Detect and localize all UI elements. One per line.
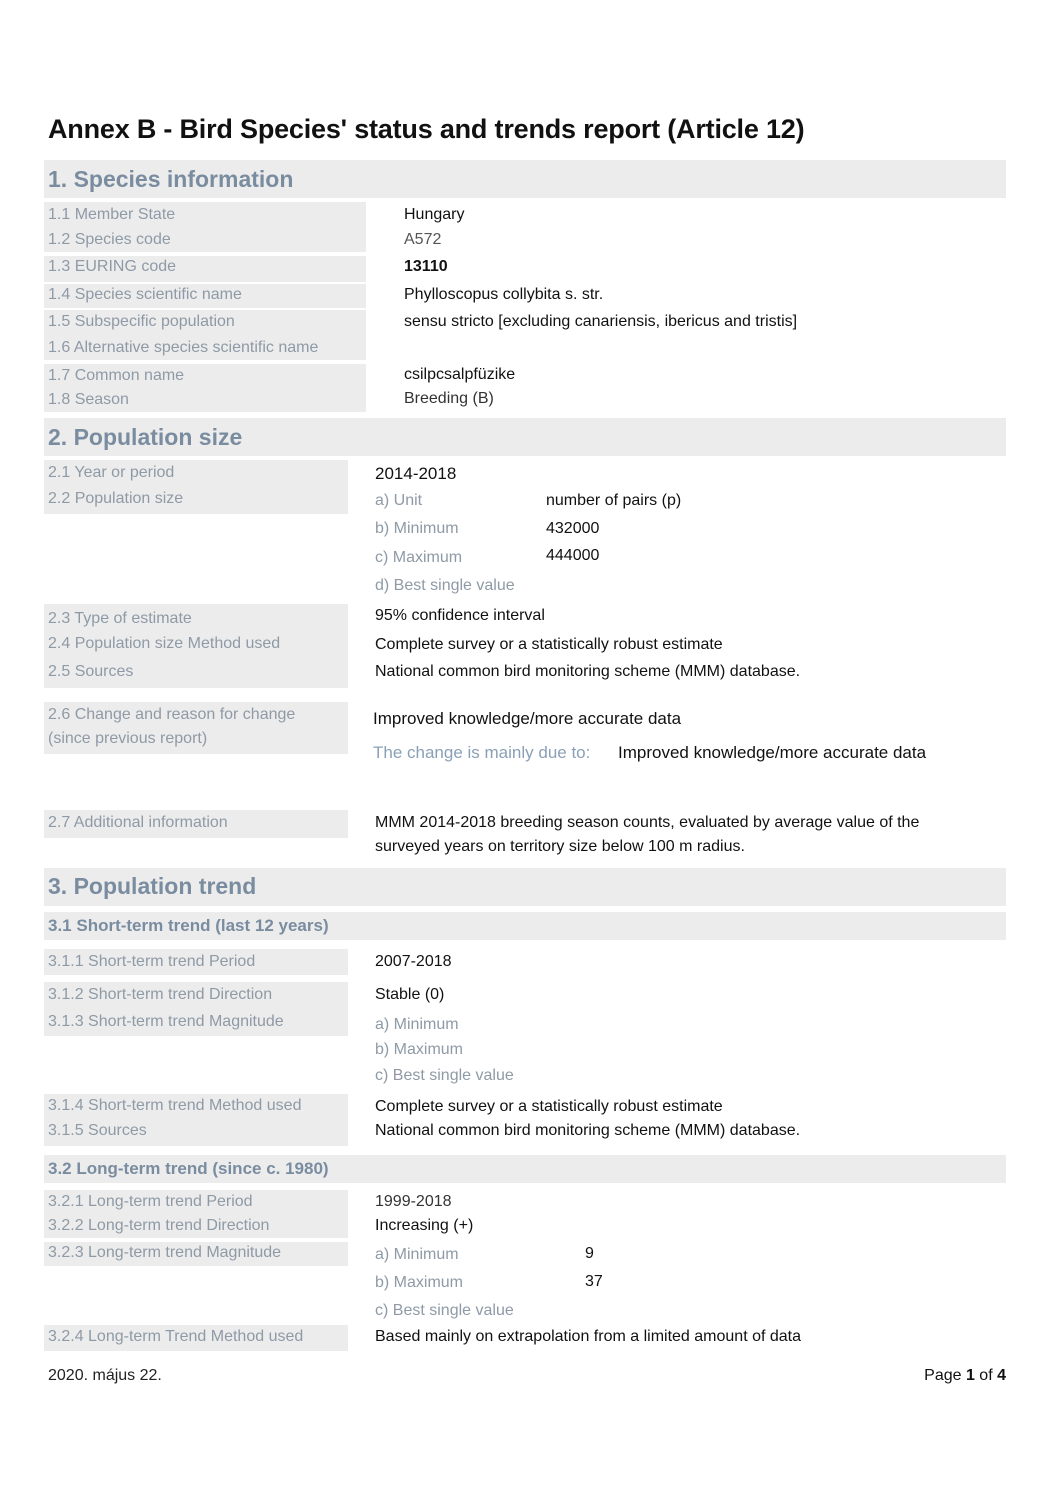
member-state-value: Hungary [404, 206, 465, 223]
short-magnitude-label: 3.1.3 Short-term trend Magnitude [48, 1013, 284, 1030]
long-term-heading: 3.2 Long-term trend (since c. 1980) [48, 1159, 329, 1178]
unit-value: number of pairs (p) [546, 492, 682, 509]
short-sources-value: National common bird monitoring scheme (MMM) database. [375, 1122, 801, 1139]
subspecific-population-value: sensu stricto [excluding canariensis, ibericus and tristis] [404, 313, 798, 330]
scientific-name-label: 1.4 Species scientific name [48, 286, 242, 303]
short-term-heading: 3.1 Short-term trend (last 12 years) [48, 916, 329, 935]
population-sources-label: 2.5 Sources [48, 663, 134, 680]
short-min-label: a) Minimum [375, 1016, 459, 1033]
long-period-value: 1999-2018 [375, 1193, 452, 1210]
long-method-label: 3.2.4 Long-term Trend Method used [48, 1328, 304, 1345]
type-of-estimate-value: 95% confidence interval [375, 607, 545, 624]
short-max-label: b) Maximum [375, 1041, 464, 1058]
long-method-value: Based mainly on extrapolation from a limited amount of data [375, 1328, 802, 1345]
unit-label: a) Unit [375, 492, 423, 509]
change-reason-label-line1: 2.6 Change and reason for change [48, 706, 296, 723]
short-direction-value: Stable (0) [375, 986, 445, 1003]
population-max-label: c) Maximum [375, 549, 463, 566]
population-min-label: b) Minimum [375, 520, 459, 537]
change-reason-label-line2: (since previous report) [48, 730, 208, 747]
page-total: 4 [997, 1367, 1006, 1384]
document-title: Annex B - Bird Species' status and trends report (Article 12) [48, 114, 805, 144]
common-name-value: csilpcsalpfüzike [404, 366, 516, 383]
season-value: Breeding (B) [404, 390, 494, 407]
long-magnitude-label: 3.2.3 Long-term trend Magnitude [48, 1244, 282, 1261]
type-of-estimate-label: 2.3 Type of estimate [48, 610, 192, 627]
long-min-label: a) Minimum [375, 1246, 459, 1263]
change-value: Improved knowledge/more accurate data [373, 709, 682, 728]
year-period-label: 2.1 Year or period [48, 464, 175, 481]
subspecific-population-label: 1.5 Subspecific population [48, 313, 235, 330]
footer-date: 2020. május 22. [48, 1367, 162, 1384]
short-best-label: c) Best single value [375, 1067, 514, 1084]
short-period-value: 2007-2018 [375, 953, 452, 970]
long-min-value: 9 [585, 1245, 594, 1262]
section-3-heading: 3. Population trend [48, 873, 257, 899]
euring-code-label: 1.3 EURING code [48, 258, 177, 275]
common-name-label: 1.7 Common name [48, 367, 185, 384]
long-period-label: 3.2.1 Long-term trend Period [48, 1193, 253, 1210]
additional-info-label: 2.7 Additional information [48, 814, 228, 831]
section-2-heading: 2. Population size [48, 424, 243, 450]
euring-code-value: 13110 [404, 258, 448, 275]
population-min-value: 432000 [546, 520, 600, 537]
page-current: 1 [965, 1367, 975, 1384]
long-best-label: c) Best single value [375, 1302, 514, 1319]
population-method-label: 2.4 Population size Method used [48, 635, 281, 652]
page-of: of [974, 1367, 998, 1384]
season-label: 1.8 Season [48, 391, 129, 408]
population-best-label: d) Best single value [375, 577, 515, 594]
year-period-value: 2014-2018 [375, 464, 457, 483]
species-code-value: A572 [404, 231, 442, 248]
long-max-label: b) Maximum [375, 1274, 464, 1291]
long-max-value: 37 [585, 1273, 603, 1290]
population-sources-value: National common bird monitoring scheme (MMM) database. [375, 663, 801, 680]
long-direction-label: 3.2.2 Long-term trend Direction [48, 1217, 270, 1234]
long-direction-value: Increasing (+) [375, 1217, 474, 1234]
short-method-value: Complete survey or a statistically robust estimate [375, 1098, 723, 1115]
change-due-to-label: The change is mainly due to: [373, 743, 591, 762]
member-state-label: 1.1 Member State [48, 206, 176, 223]
population-max-value: 444000 [546, 547, 600, 564]
scientific-name-value: Phylloscopus collybita s. str. [404, 286, 604, 303]
short-direction-label: 3.1.2 Short-term trend Direction [48, 986, 273, 1003]
section-1-heading: 1. Species information [48, 166, 294, 192]
page-prefix: Page [924, 1367, 966, 1384]
additional-info-line1: MMM 2014-2018 breeding season counts, evaluated by average value of the [375, 814, 920, 831]
additional-info-line2: surveyed years on territory size below 100 m radius. [375, 838, 745, 855]
short-method-label: 3.1.4 Short-term trend Method used [48, 1097, 302, 1114]
species-code-label: 1.2 Species code [48, 231, 171, 248]
page-number [924, 1367, 1006, 1385]
change-due-to-value: Improved knowledge/more accurate data [618, 743, 927, 762]
short-sources-label: 3.1.5 Sources [48, 1122, 147, 1139]
alternative-name-label: 1.6 Alternative species scientific name [48, 339, 319, 356]
population-method-value: Complete survey or a statistically robust estimate [375, 636, 723, 653]
population-size-label: 2.2 Population size [48, 490, 184, 507]
short-period-label: 3.1.1 Short-term trend Period [48, 953, 256, 970]
